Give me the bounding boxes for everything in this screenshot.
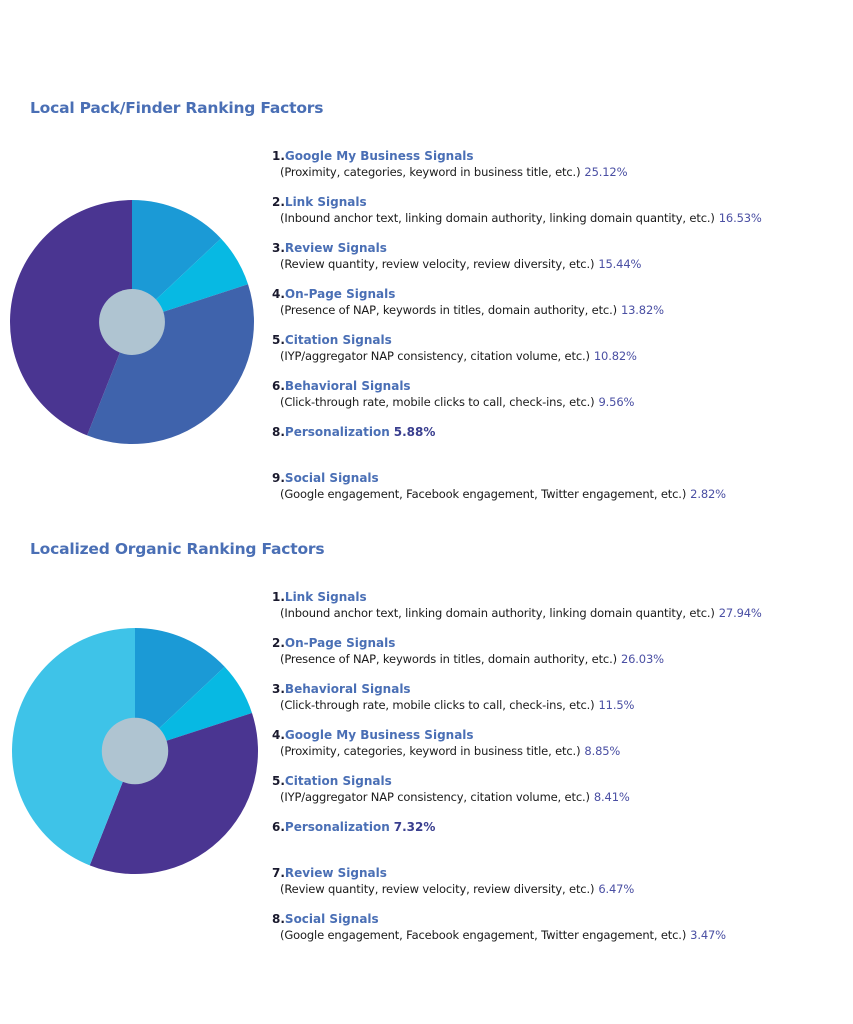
- factor-name: Link Signals: [284, 195, 367, 209]
- factor-heading: [272, 333, 850, 348]
- pie-chart: [10, 626, 260, 876]
- factor-item: [272, 333, 850, 379]
- factor-name: Review Signals: [284, 241, 387, 255]
- factor-item: [272, 195, 850, 241]
- factor-number: 6.: [272, 379, 285, 393]
- factor-item: [272, 149, 850, 195]
- factor-description: [272, 605, 850, 621]
- factor-item: [272, 912, 850, 958]
- pie-chart: [8, 198, 256, 446]
- factor-percentage: 11.5%: [598, 698, 635, 712]
- factor-description-text: (Presence of NAP, keywords in titles, domain authority, etc.): [280, 652, 617, 666]
- factor-number: 8.: [272, 912, 285, 926]
- factor-percentage: 26.03%: [620, 652, 664, 666]
- factor-percentage: 16.53%: [718, 211, 762, 225]
- factor-description-text: (Review quantity, review velocity, review diversity, etc.): [280, 882, 595, 896]
- factor-heading: [272, 590, 850, 605]
- factor-item: [272, 820, 850, 866]
- factor-heading: [272, 728, 850, 743]
- factor-name: Link Signals: [284, 590, 367, 604]
- factor-description: [272, 348, 850, 364]
- factor-name: Google My Business Signals: [284, 149, 474, 163]
- factor-percentage: 10.82%: [593, 349, 637, 363]
- factor-heading: [272, 425, 850, 440]
- factor-percentage: 7.32%: [393, 820, 436, 834]
- factor-name: Behavioral Signals: [284, 682, 411, 696]
- factor-description-text: (IYP/aggregator NAP consistency, citation volume, etc.): [280, 790, 590, 804]
- factor-number: 3.: [272, 682, 285, 696]
- factor-number: 4.: [272, 287, 285, 301]
- factor-name: Behavioral Signals: [284, 379, 411, 393]
- factor-name: Social Signals: [284, 471, 379, 485]
- factor-name: Citation Signals: [284, 333, 392, 347]
- factor-number: 3.: [272, 241, 285, 255]
- factor-number: 1.: [272, 590, 285, 604]
- factor-description: [272, 881, 850, 897]
- factor-name: Social Signals: [284, 912, 379, 926]
- factor-heading: [272, 241, 850, 256]
- factor-number: 1.: [272, 149, 285, 163]
- factor-item: [272, 774, 850, 820]
- section-title: Localized Organic Ranking Factors: [30, 540, 325, 558]
- factor-heading: [272, 866, 850, 881]
- factor-percentage: 27.94%: [718, 606, 762, 620]
- factor-description-text: (Presence of NAP, keywords in titles, domain authority, etc.): [280, 303, 617, 317]
- factor-number: 5.: [272, 774, 285, 788]
- factor-item: [272, 425, 850, 471]
- factor-name: On-Page Signals: [284, 636, 396, 650]
- factor-item: [272, 590, 850, 636]
- factor-name: Google My Business Signals: [284, 728, 474, 742]
- factor-description: [272, 210, 850, 226]
- factor-description: [272, 697, 850, 713]
- factor-list: [272, 590, 850, 958]
- factor-number: 9.: [272, 471, 285, 485]
- pie-center-hole: [102, 718, 168, 784]
- factor-number: 4.: [272, 728, 285, 742]
- factor-number: 5.: [272, 333, 285, 347]
- factor-description-text: (Proximity, categories, keyword in business title, etc.): [280, 165, 581, 179]
- factor-percentage: 15.44%: [598, 257, 642, 271]
- factor-description-text: (Inbound anchor text, linking domain authority, linking domain quantity, etc.): [280, 211, 715, 225]
- factor-list: [272, 149, 850, 517]
- factor-heading: [272, 912, 850, 927]
- factor-item: [272, 636, 850, 682]
- factor-description: [272, 789, 850, 805]
- factor-number: 7.: [272, 866, 285, 880]
- factor-description: [272, 256, 850, 272]
- factor-number: 2.: [272, 195, 285, 209]
- section-title: Local Pack/Finder Ranking Factors: [30, 99, 324, 117]
- factor-item: [272, 379, 850, 425]
- factor-heading: [272, 287, 850, 302]
- factor-description-text: (Inbound anchor text, linking domain authority, linking domain quantity, etc.): [280, 606, 715, 620]
- factor-item: [272, 471, 850, 517]
- factor-heading: [272, 820, 850, 835]
- factor-item: [272, 866, 850, 912]
- factor-description: [272, 302, 850, 318]
- factor-percentage: 8.41%: [593, 790, 630, 804]
- factor-description-text: (Click-through rate, mobile clicks to call, check-ins, etc.): [280, 395, 595, 409]
- factor-description-text: (IYP/aggregator NAP consistency, citation volume, etc.): [280, 349, 590, 363]
- factor-description: [272, 651, 850, 667]
- factor-description-text: (Google engagement, Facebook engagement, Twitter engagement, etc.): [280, 928, 687, 942]
- factor-heading: [272, 636, 850, 651]
- factor-number: 8.: [272, 425, 285, 439]
- factor-item: [272, 287, 850, 333]
- factor-heading: [272, 682, 850, 697]
- factor-heading: [272, 149, 850, 164]
- factor-description-text: (Review quantity, review velocity, review diversity, etc.): [280, 257, 595, 271]
- factor-description-text: (Click-through rate, mobile clicks to call, check-ins, etc.): [280, 698, 595, 712]
- factor-percentage: 3.47%: [690, 928, 726, 942]
- factor-item: [272, 682, 850, 728]
- factor-item: [272, 728, 850, 774]
- factor-percentage: 13.82%: [620, 303, 664, 317]
- factor-percentage: 2.82%: [690, 487, 726, 501]
- pie-center-hole: [99, 289, 165, 355]
- factor-heading: [272, 195, 850, 210]
- factor-description-text: (Google engagement, Facebook engagement, Twitter engagement, etc.): [280, 487, 687, 501]
- factor-heading: [272, 774, 850, 789]
- factor-name: Citation Signals: [284, 774, 392, 788]
- factor-name: On-Page Signals: [284, 287, 396, 301]
- factor-percentage: 9.56%: [598, 395, 635, 409]
- factor-percentage: 5.88%: [393, 425, 436, 439]
- factor-number: 6.: [272, 820, 285, 834]
- factor-percentage: 25.12%: [584, 165, 628, 179]
- factor-description: [272, 164, 850, 180]
- factor-name: Personalization: [284, 820, 390, 834]
- factor-item: [272, 241, 850, 287]
- factor-percentage: 6.47%: [598, 882, 635, 896]
- factor-number: 2.: [272, 636, 285, 650]
- factor-name: Personalization: [284, 425, 390, 439]
- factor-description-text: (Proximity, categories, keyword in business title, etc.): [280, 744, 581, 758]
- factor-description: [272, 486, 850, 502]
- factor-description: [272, 927, 850, 943]
- factor-description: [272, 394, 850, 410]
- factor-heading: [272, 379, 850, 394]
- factor-percentage: 8.85%: [584, 744, 621, 758]
- factor-name: Review Signals: [284, 866, 387, 880]
- factor-description: [272, 743, 850, 759]
- factor-heading: [272, 471, 850, 486]
